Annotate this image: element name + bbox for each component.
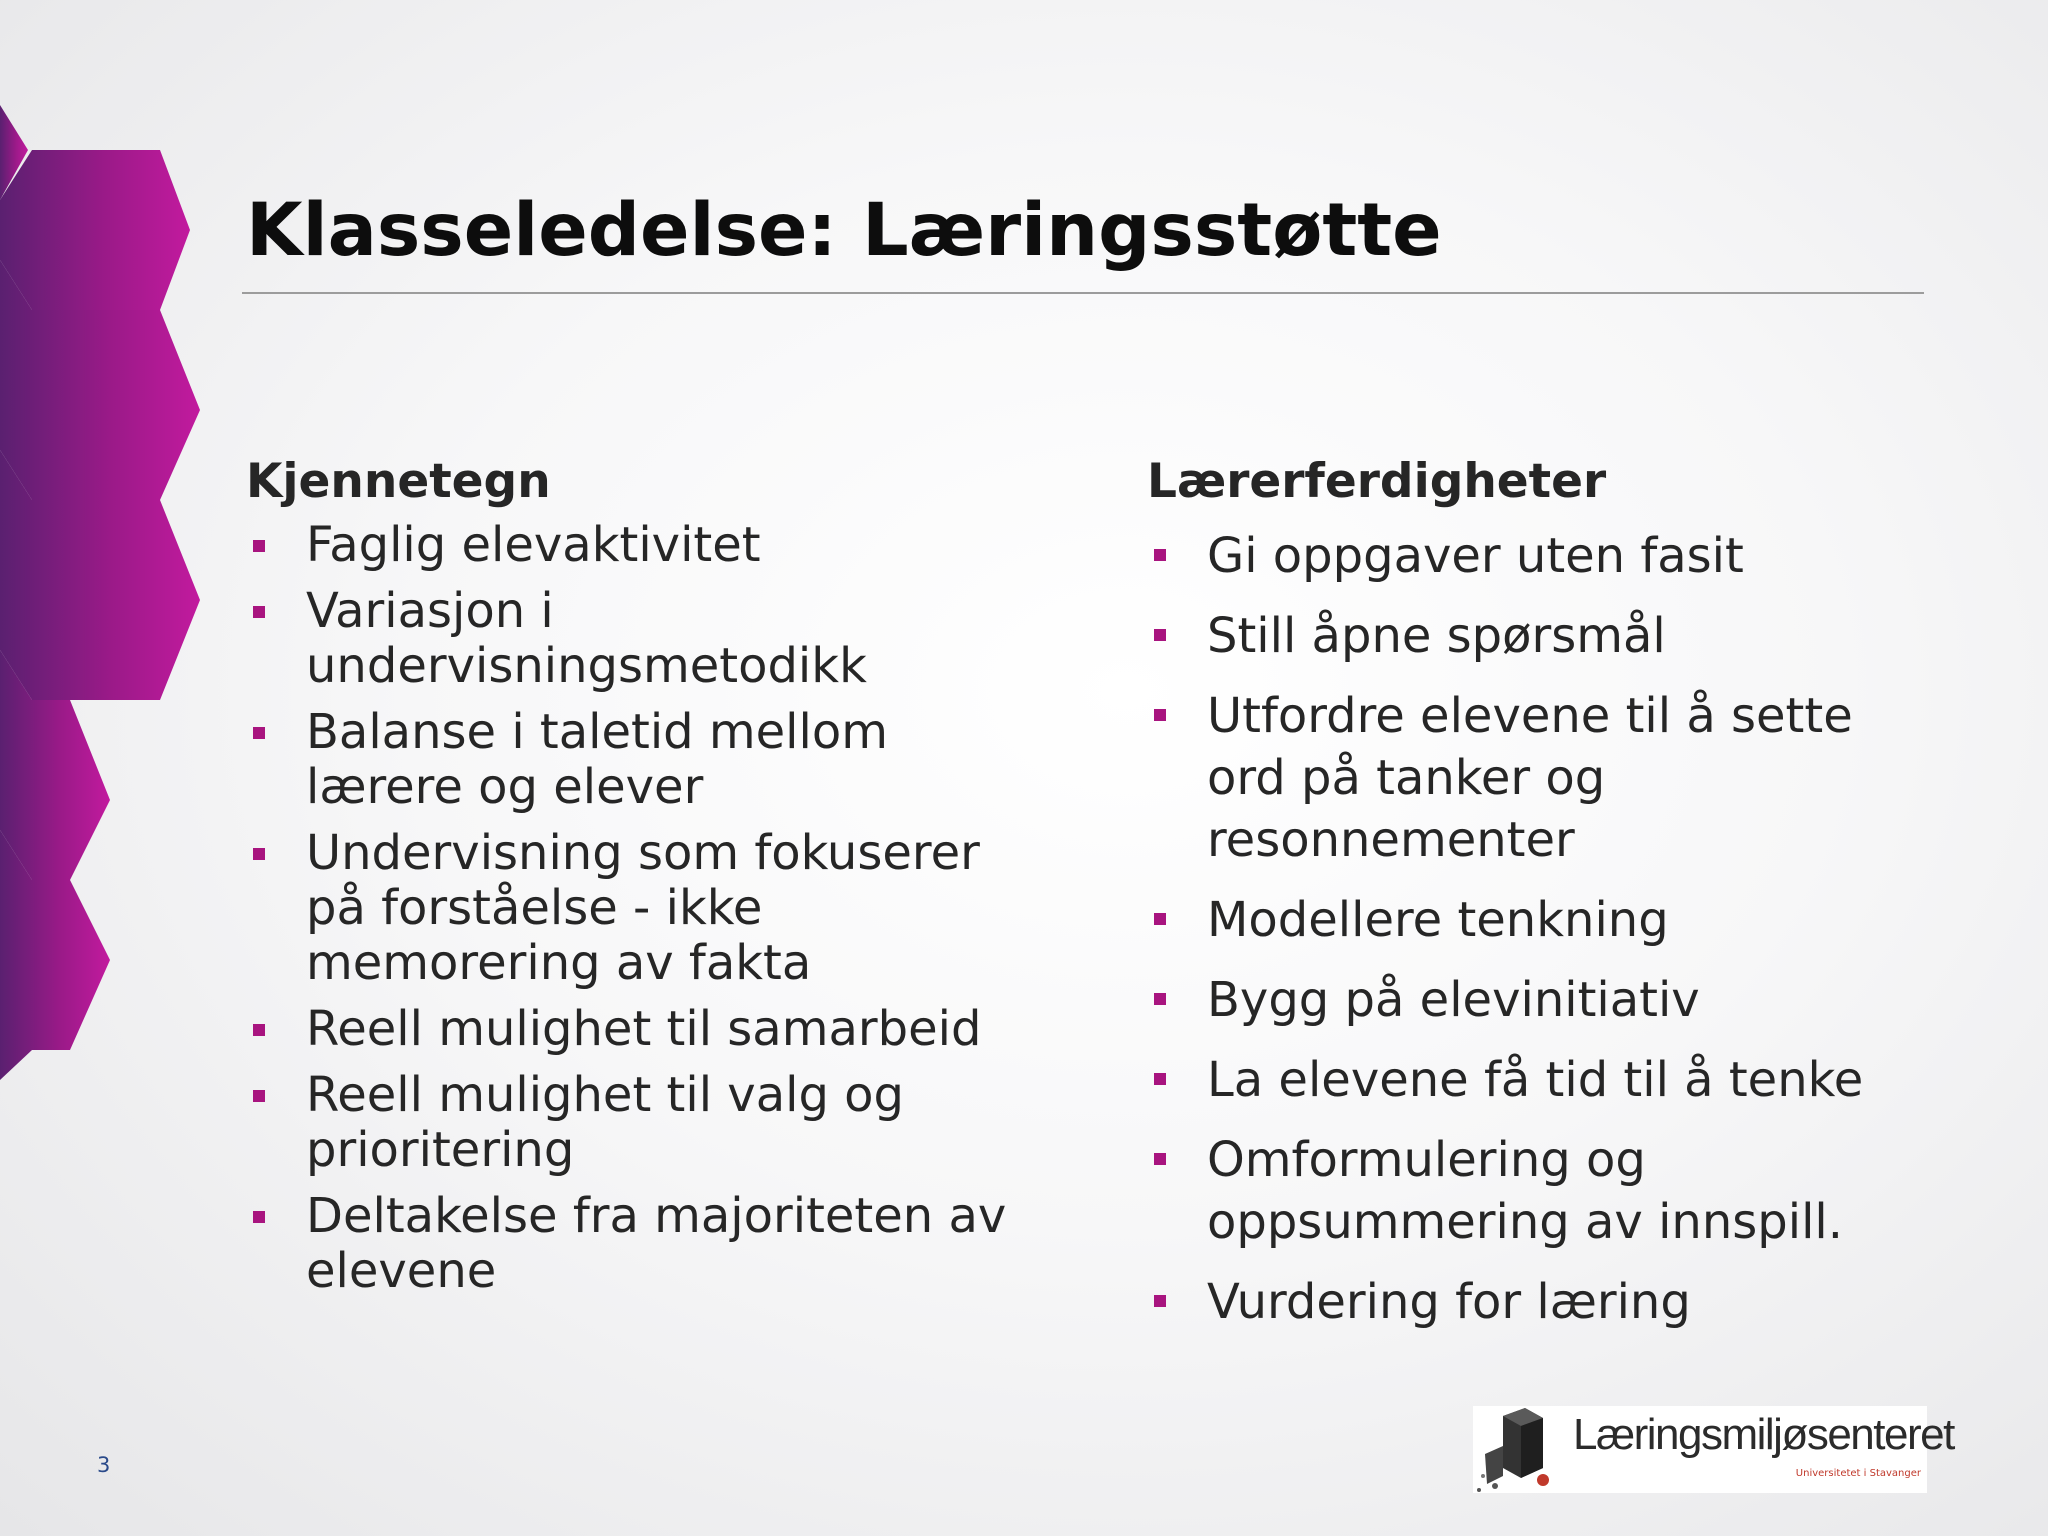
- list-item: [246, 584, 1036, 694]
- column-laererferdigheter: [1147, 455, 1937, 1351]
- list-item: [246, 518, 1036, 573]
- list-item: [1147, 1049, 1937, 1111]
- square-bullet-icon: [253, 1090, 265, 1102]
- list-item-text: Utfordre elevene til å sette ord på tanker og resonnementer: [1207, 688, 1853, 868]
- list-item-text: Reell mulighet til valg og prioritering: [306, 1067, 905, 1178]
- list-item-text: Still åpne spørsmål: [1207, 608, 1666, 664]
- list-item-text: Modellere tenkning: [1207, 892, 1669, 948]
- slide-title: Klasseledelse: Læringsstøtte: [246, 188, 1442, 273]
- list-item: [246, 826, 1036, 991]
- list-item-text: Vurdering for læring: [1207, 1274, 1691, 1330]
- list-item-text: Balanse i taletid mellom lærere og elever: [306, 704, 888, 815]
- list-item: [246, 1189, 1036, 1299]
- square-bullet-icon: [1154, 629, 1166, 641]
- cube-logo-icon: [1473, 1406, 1563, 1493]
- square-bullet-icon: [253, 1211, 265, 1223]
- list-item: [246, 1002, 1036, 1057]
- square-bullet-icon: [1154, 549, 1166, 561]
- slide-number: 3: [97, 1453, 111, 1477]
- square-bullet-icon: [253, 1024, 265, 1036]
- square-bullet-icon: [1154, 1073, 1166, 1085]
- list-item: [1147, 685, 1937, 871]
- list-item: [1147, 889, 1937, 951]
- logo: [1473, 1406, 1954, 1493]
- title-divider: [242, 292, 1924, 294]
- square-bullet-icon: [253, 848, 265, 860]
- list-item-text: Variasjon i undervisningsmetodikk: [306, 583, 867, 694]
- list-item: [246, 705, 1036, 815]
- list-item-text: Gi oppgaver uten fasit: [1207, 528, 1744, 584]
- list-item-text: Bygg på elevinitiativ: [1207, 972, 1700, 1028]
- list-item: [1147, 605, 1937, 667]
- column-heading: Lærerferdigheter: [1147, 454, 1607, 509]
- square-bullet-icon: [1154, 1295, 1166, 1307]
- list-item-text: La elevene få tid til å tenke: [1207, 1052, 1864, 1108]
- square-bullet-icon: [1154, 1153, 1166, 1165]
- square-bullet-icon: [1154, 993, 1166, 1005]
- list-item: [1147, 1129, 1937, 1253]
- square-bullet-icon: [1154, 709, 1166, 721]
- list-item-text: Faglig elevaktivitet: [306, 517, 761, 573]
- logo-name: Læringsmiljøsenteret: [1573, 1410, 1954, 1459]
- hexagon-decoration-icon: [0, 0, 200, 1100]
- square-bullet-icon: [253, 540, 265, 552]
- list-item-text: Omformulering og oppsummering av innspill.: [1207, 1132, 1843, 1250]
- column-kjennetegn: [246, 455, 1036, 1310]
- list-item: [1147, 525, 1937, 587]
- logo-subtitle: Universitetet i Stavanger: [1795, 1468, 1921, 1479]
- list-item-text: Undervisning som fokuserer på forståelse - ikke memorering av fakta: [306, 825, 980, 991]
- square-bullet-icon: [1154, 913, 1166, 925]
- list-item: [246, 1068, 1036, 1178]
- list-item-text: Reell mulighet til samarbeid: [306, 1001, 982, 1057]
- bullet-list: [1147, 525, 1937, 1333]
- list-item-text: Deltakelse fra majoriteten av elevene: [306, 1188, 1007, 1299]
- square-bullet-icon: [253, 727, 265, 739]
- square-bullet-icon: [253, 606, 265, 618]
- list-item: [1147, 1271, 1937, 1333]
- column-heading: Kjennetegn: [246, 454, 551, 509]
- list-item: [1147, 969, 1937, 1031]
- bullet-list: [246, 518, 1036, 1299]
